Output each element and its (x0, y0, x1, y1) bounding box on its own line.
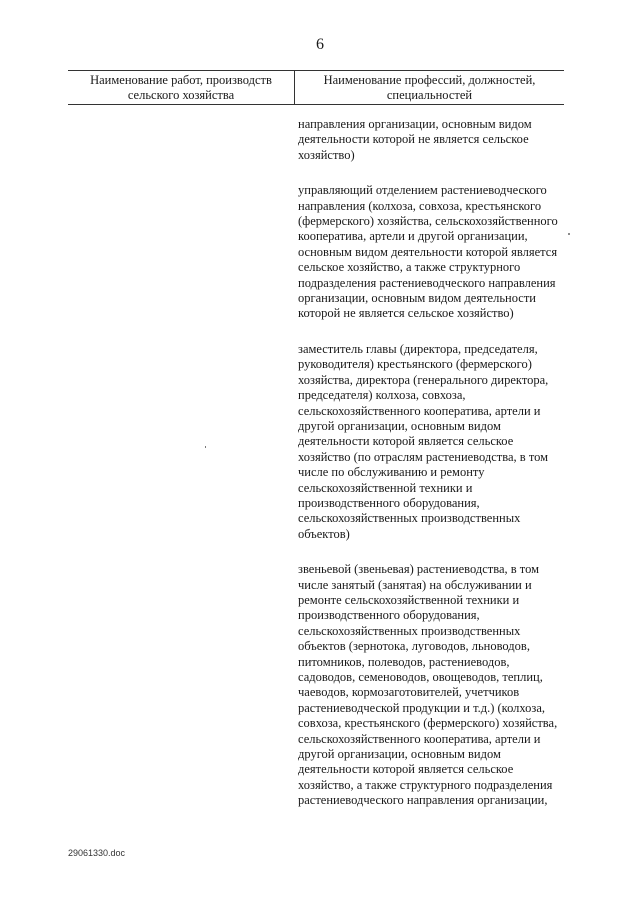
professions-column (298, 117, 564, 829)
scan-speck (205, 446, 206, 448)
paragraph-deputy-head: заместитель главы (директора, председателя, руководителя) крестьянского (фермерского) хозяйства, директора (генерального директора, председателя) колхоза, совхоза, сельскохозяйственного кооператива, артели и другой организации, основным видом деятельности которой является сельское хозяйство (по отраслям растениеводства, в том числе по обслуживанию и ремонту сельскохозяйственной техники и производственного оборудования, сельскохозяйственных производственных объектов) (298, 341, 549, 541)
paragraph-team-leader: звеньевой (звеньевая) растениеводства, в том числе занятый (занятая) на обслуживании и ремонте сельскохозяйственной техники и производственного оборудования, сельскохозяйственных производственных объектов (зернотока, луговодов, льноводов, питомников, полеводов, растениеводов, садоводов, семеноводов, овощеводов, теплиц, чаеводов, кормозаготовителей, учетчиков растениеводческой продукции и т.д.) (колхоза, совхоза, крестьянского (фермерского) хозяйства, сельскохозяйственного кооператива, артели и другой организации, основным видом деятельности которой является сельское хозяйство, а также структурного подразделения растениеводческого направления организации, (298, 562, 558, 808)
scan-speck (568, 233, 570, 235)
paragraph-continuation: направления организации, основным видом деятельности которой не является сельское хозяйство) (298, 117, 532, 162)
table-header (68, 70, 564, 105)
paragraph-branch-manager: управляющий отделением растениеводческого направления (колхоза, совхоза, крестьянского (фермерского) хозяйства, сельскохозяйственного кооператива, артели и другой организации, основным видом деятельности которой является сельское хозяйство, а также структурного подразделения растениеводческого направления организации, основным видом деятельности которой не является сельское хозяйство) (298, 183, 558, 321)
file-name-footer: 29061330.doc (68, 848, 126, 858)
header-column-professions: Наименование профессий, должностей, специальностей (323, 73, 536, 102)
page-number: 6 (316, 36, 324, 53)
header-column-works: Наименование работ, производств сельского хозяйства (68, 71, 295, 104)
